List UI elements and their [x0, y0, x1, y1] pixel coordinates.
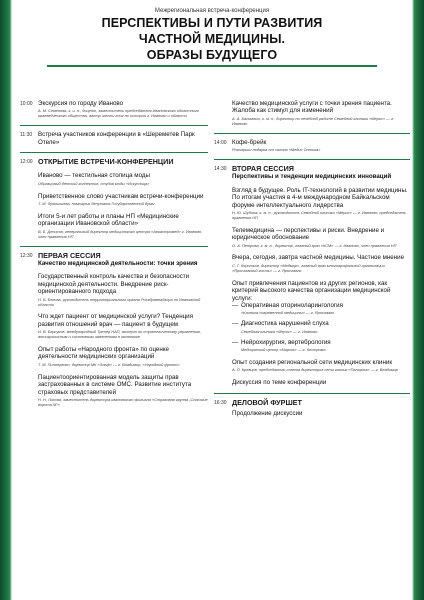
- item-title: Что ждет пациент от медицинской услуги? Тенденция развития отношений врач — пациент в будущем: [38, 313, 193, 328]
- item-title: Вчера, сегодня, завтра частной медицины. Частное мнение: [232, 254, 405, 262]
- title-line-2: ЧАСТНОЙ МЕДИЦИНЫ.: [138, 32, 286, 47]
- item-title: Телемедицина — перспективы и риски. Внедрение и юридическое обоснование: [232, 226, 385, 242]
- item-title: Опыт привлечения пациентов из других регионов, как критерий высокого качества организации медицинской услуги:: [232, 279, 391, 302]
- section-subtitle: Перспективы и тенденции медицинских инноваций: [232, 173, 392, 181]
- sub-item: [232, 320, 410, 334]
- item-speaker: Образцовый детский коллектив, студия моды «Искусница»: [38, 180, 150, 186]
- section-subtitle: Продолжение дискуссии: [232, 409, 303, 417]
- item-title: Кофе-брейк: [232, 138, 267, 146]
- header-divider: [47, 65, 377, 67]
- divider: [20, 152, 208, 153]
- item-title: Итоги 5-и лет работы и планы НП «Медицинские организации Ивановской области»: [38, 212, 179, 228]
- item-time: 10:00: [20, 101, 33, 107]
- agenda-item-peoples-front: [20, 346, 208, 368]
- item-title: Дискуссия по теме конференции: [232, 379, 327, 387]
- item-title: Качество медицинской услуги с точки зрения пациента. Жалоба как стимул для изменений: [232, 100, 392, 115]
- agenda-item-private-medicine: [214, 254, 410, 273]
- divider: [20, 125, 208, 126]
- sub-item-note: «Клиника современной медицины» — г. Ярославль: [241, 310, 335, 316]
- item-speaker: А. М. Семенова, к. и. н., доцент, заместитель председателя Ивановского областного краеведческого общества, автор шести книг по истории г. Иваново и области: [38, 108, 200, 119]
- item-speaker: Н. Н. Лихова, заместитель директора ивановского филиала «Страховая группа „Спасские ворота-М“»: [38, 397, 208, 407]
- item-title: Взгляд в будущее. Роль IT-технологий в развитии медицины. По итогам участия в 4-м международном Байкальском форуме интеллектуального лидерства: [232, 186, 408, 209]
- item-time: 14:30: [214, 165, 227, 172]
- agenda-item-greeting: [20, 193, 208, 207]
- item-speaker: И. В. Барсуков, международный Тренер НАП, эксперт по стратегическому управлению, антикризисным и системным изменениям в экономике: [38, 329, 202, 340]
- sub-item-title: Нейрохирургия, вертебрология: [241, 338, 331, 346]
- divider: [214, 159, 410, 160]
- divider: [214, 133, 410, 134]
- sub-item-note: Медицинский центр «Мирта» — г. Кострома: [241, 347, 326, 353]
- item-time: 11:30: [20, 132, 33, 139]
- section-title: ВТОРАЯ СЕССИЯ: [232, 163, 294, 173]
- section-title: ПЕРВАЯ СЕССИЯ: [38, 250, 101, 260]
- item-title: Пациентоориентированная модель защиты прав застрахованных в системе ОМС. Развитие института страховых представителей: [38, 373, 192, 396]
- divider: [214, 393, 410, 394]
- event-subtitle: Межрегиональная встреча-конференция: [154, 8, 270, 14]
- agenda-item-meeting: [20, 131, 208, 146]
- item-speaker: А. А. Басманых, к. м. н., директор по лечебной работе Семейной клиники «Мерис» — г. Иваново: [232, 115, 395, 126]
- dash-bullet: —: [232, 338, 239, 346]
- agenda-item-excursion: [20, 100, 208, 119]
- item-speaker: Розыгрыш подарка от салона «Медис Оптика»: [232, 147, 321, 153]
- sub-item-note: Семейная клиника «Мерис» — г. Иваново: [241, 328, 318, 334]
- sub-item-title: Диагностика нарушений слуха: [241, 320, 329, 328]
- title-line-1: ПЕРСПЕКТИВЫ И ПУТИ РАЗВИТИЯ: [101, 16, 323, 30]
- right-column: [214, 100, 410, 423]
- program-header: [12, 8, 412, 67]
- agenda-item-opening: [20, 158, 208, 166]
- agenda-item-quality-patient: [214, 100, 410, 127]
- sub-item-title: Оперативная оториноларингология: [241, 301, 343, 309]
- agenda-item-regions: [214, 280, 410, 353]
- item-title: Иваново — текстильная столица моды: [38, 172, 150, 180]
- item-speaker: Н. Б. Белова, руководитель территориального органа Росздравнадзора по Ивановской области: [38, 296, 201, 307]
- agenda-item-clinic-network: [214, 359, 410, 373]
- item-title: Встреча участников конференции в «Шереметев Парк Отеле»: [38, 131, 195, 146]
- item-time: 14:00: [214, 139, 227, 146]
- dash-bullet: —: [232, 320, 239, 328]
- item-title: Опыт работы «Народного фронта» по оценке деятельности медицинских организаций: [38, 346, 170, 361]
- dash-bullet: —: [232, 301, 239, 309]
- agenda-item-discussion: [214, 379, 410, 386]
- agenda-item-first-session: [20, 252, 208, 268]
- item-title: Экскурсия по городу Иваново: [38, 100, 124, 107]
- agenda-item-it-future: [214, 187, 410, 221]
- item-speaker: В. Б. Денисов, генеральный директор медицинского центра «Авиастромед» г. Иваново, член правления НП: [38, 228, 203, 239]
- item-speaker: А. П. Кревцов, председатель совета директоров сети клиник «Панорта» — г. Владимир: [232, 367, 398, 373]
- left-column: [20, 100, 208, 414]
- item-speaker: Н. Ю. Шубина, к. м. н., руководитель Семейной клиники «Мерис» — г. Иваново, председатель правления НП: [232, 209, 406, 220]
- agenda-item-second-session: [214, 165, 410, 181]
- title-line-3: ОБРАЗЫ БУДУЩЕГО: [146, 48, 278, 63]
- section-title: ОТКРЫТИЕ ВСТРЕЧИ-КОНФЕРЕНЦИИ: [38, 157, 174, 167]
- section-title: ДЕЛОВОЙ ФУРШЕТ: [232, 397, 302, 407]
- agenda-item-state-control: [20, 273, 208, 307]
- item-speaker: Т. М. Фролышева, помощник депутата Государственной думы: [38, 201, 155, 207]
- section-subtitle: Качество медицинской деятельности: точки зрения: [38, 259, 198, 267]
- item-title: Государственный контроль качества и безопасности медицинской деятельности. Внедрение риск-ориентированного подхода: [38, 273, 190, 296]
- item-speaker: Т. М. Пилипренко, директор МК «Эльф» — г. Владимир, «Народный фронт»: [38, 361, 180, 367]
- agenda-item-patient-expectations: [20, 313, 208, 340]
- item-speaker: О. А. Петрова, к. м. н., директор, главный врач «КСМ» — г. Иваново, член правления НП: [232, 242, 397, 248]
- agenda-item-fashion: [20, 172, 208, 186]
- item-title: Опыт создания региональной сети медицинских клиник: [232, 358, 393, 366]
- item-time: 16:30: [214, 399, 227, 406]
- agenda-item-telemedicine: [214, 227, 410, 249]
- agenda-item-coffee-break: [214, 139, 410, 153]
- sub-item: [232, 302, 410, 316]
- item-title: Приветственное слово участникам встречи-конференции: [38, 192, 204, 200]
- sub-item: [232, 339, 410, 353]
- agenda-item-oms: [20, 374, 208, 408]
- item-speaker: С. Г. Коротков, директор «Медмар», главный врач многопрофильной организации «Ярославский гость» — г. Ярославль: [232, 262, 385, 273]
- divider: [20, 246, 208, 247]
- agenda-item-buffet: [214, 399, 410, 418]
- item-time: 12:30: [20, 252, 33, 259]
- item-time: 12:00: [20, 159, 33, 166]
- agenda-item-results: [20, 213, 208, 240]
